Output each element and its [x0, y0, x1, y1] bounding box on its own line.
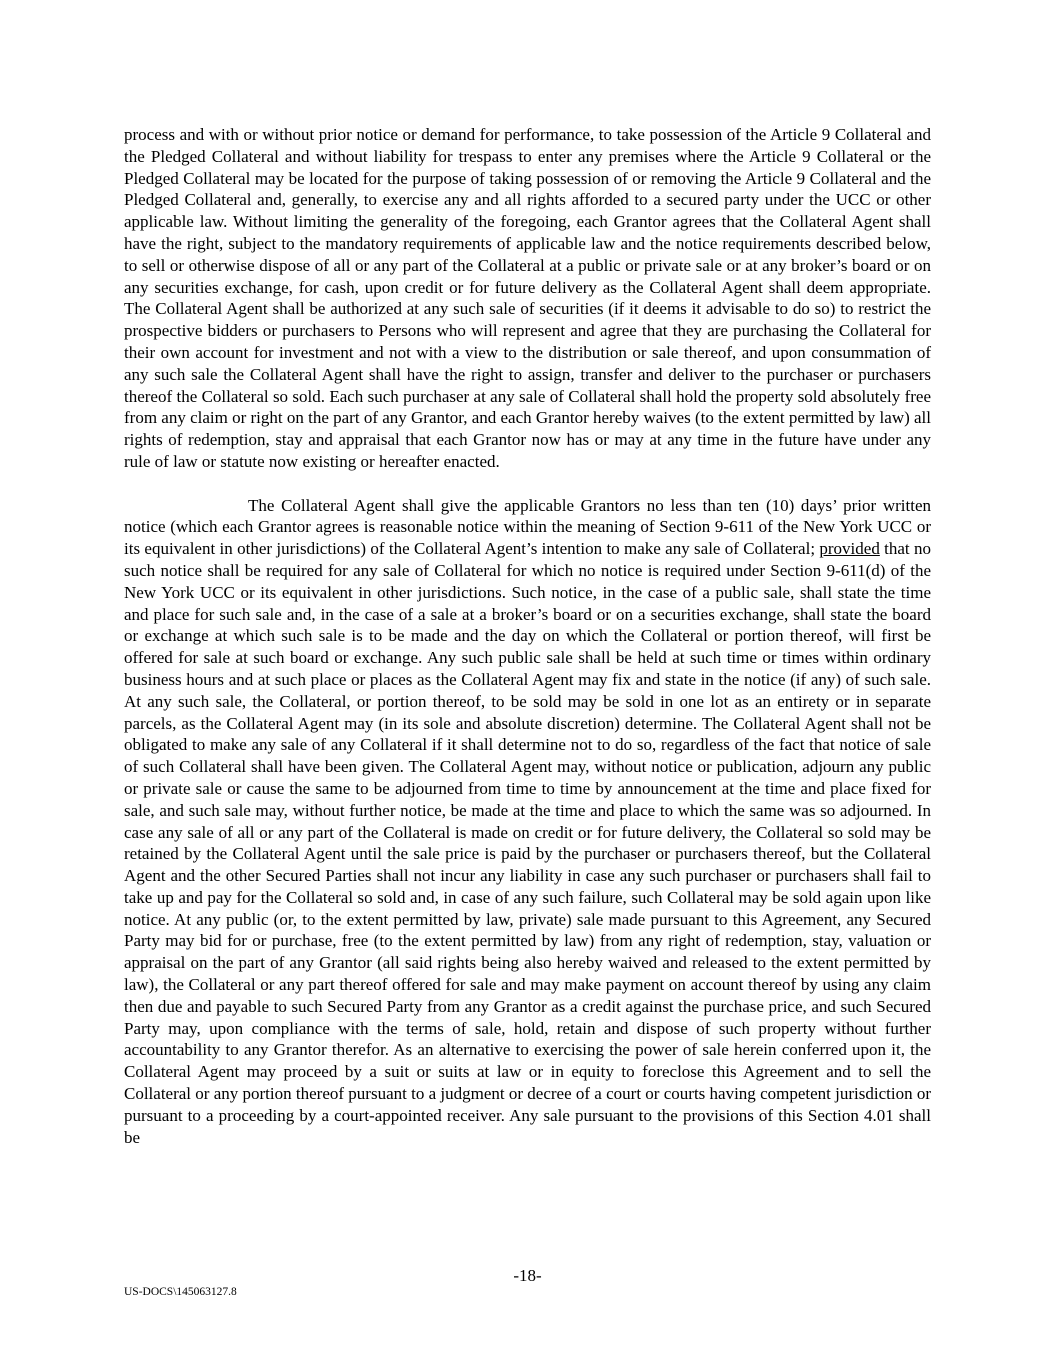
paragraph-continuation: process and with or without prior notice or demand for performance, to take possession of the Article 9 Collateral and the Pledged Collateral and without liability for trespass to enter any premises where the Article 9 Collateral or the Pledged Collateral may be located for the purpose of taking possession of or removing the Article 9 Collateral and the Pledged Collateral and, generally, to exercise any and all rights afforded to a secured party under the UCC or other applicable law. Without limiting the generality of the foregoing, each Grantor agrees that the Collateral Agent shall have the right, subject to the mandatory requirements of applicable law and the notice requirements described below, to sell or otherwise dispose of all or any part of the Collateral at a public or private sale or at any broker’s board or on any securities exchange, for cash, upon credit or for future delivery as the Collateral Agent shall deem appropriate. The Collateral Agent shall be authorized at any such sale of securities (if it deems it advisable to do so) to restrict the prospective bidders or purchasers to Persons who will represent and agree that they are purchasing the Collateral for their own account for investment and not with a view to the distribution or sale thereof, and upon consummation of any such sale the Collateral Agent shall have the right to assign, transfer and deliver to the purchaser or purchasers thereof the Collateral so sold. Each such purchaser at any sale of Collateral shall hold the property sold absolutely free from any claim or right on the part of any Grantor, and each Grantor hereby waives (to the extent permitted by law) all rights of redemption, stay and appraisal that each Grantor now has or may at any time in the future have under any rule of law or statute now existing or hereafter enacted.: [124, 125, 932, 471]
paragraph-text-before: The Collateral Agent shall give the applicable Grantors no less than ten (10) days’ prior written notice (which each Grantor agrees is reasonable notice within the meaning of Section 9-611 of the New York UCC or its equivalent in other jurisdictions) of the Collateral Agent’s intention to make any sale of Collateral;: [124, 495, 931, 559]
document-id: US-DOCS\145063127.8: [124, 1286, 237, 1298]
provided-underlined-term: provided: [819, 539, 880, 559]
paragraph-notice-of-sale: [124, 495, 931, 1149]
paragraph-text-after: that no such notice shall be required for any sale of Collateral for which no notice is required under Section 9-611(d) of the New York UCC or its equivalent in other jurisdictions. Such notice, in the case of a public sale, shall state the time and place for such sale and, in the case of a sale at a broker’s board or on a securities exchange, shall state the board or exchange at which such sale is to be made and the day on which the Collateral or portion thereof, will first be offered for sale at such board or exchange. Any such public sale shall be held at such time or times within ordinary business hours and at such place or places as the Collateral Agent may fix and state in the notice (if any) of such sale. At any such sale, the Collateral, or portion thereof, to be sold may be sold in one lot as an entirety or in separate parcels, as the Collateral Agent may (in its sole and absolute discretion) determine. The Collateral Agent shall not be obligated to make any sale of any Collateral if it shall determine not to do so, regardless of the fact that notice of sale of such Collateral shall have been given. The Collateral Agent may, without notice or publication, adjourn any public or private sale or cause the same to be adjourned from time to time by announcement at the time and place fixed for sale, and such sale may, without further notice, be made at the time and place to which the same was so adjourned. In case any sale of all or any part of the Collateral is made on credit or for future delivery, the Collateral so sold may be retained by the Collateral Agent until the sale price is paid by the purchaser or purchasers thereof, but the Collateral Agent and the other Secured Parties shall not incur any liability in case any such purchaser or purchasers shall fail to take up and pay for the Collateral so sold and, in case of any such failure, such Collateral may be sold again upon like notice. At any public (or, to the extent permitted by law, private) sale made pursuant to this Agreement, any Secured Party may bid for or purchase, free (to the extent permitted by law) from any right of redemption, stay, valuation or appraisal on the part of any Grantor (all said rights being also hereby waived and released to the extent permitted by law), the Collateral or any part thereof offered for sale and may make payment on account thereof by using any claim then due and payable to such Secured Party from any Grantor as a credit against the purchase price, and such Secured Party may, upon compliance with the terms of sale, hold, retain and dispose of such property without further accountability to any Grantor therefor. As an alternative to exercising the power of sale herein conferred upon it, the Collateral Agent may proceed by a suit or suits at law or in equity to foreclose this Agreement and to sell the Collateral or any portion thereof pursuant to a judgment or decree of a court or courts having competent jurisdiction or pursuant to a proceeding by a court-appointed receiver. Any sale pursuant to the provisions of this Section 4.01 shall be: [124, 539, 931, 1147]
page-number: -18-: [513, 1266, 542, 1285]
document-body: [124, 124, 931, 1148]
